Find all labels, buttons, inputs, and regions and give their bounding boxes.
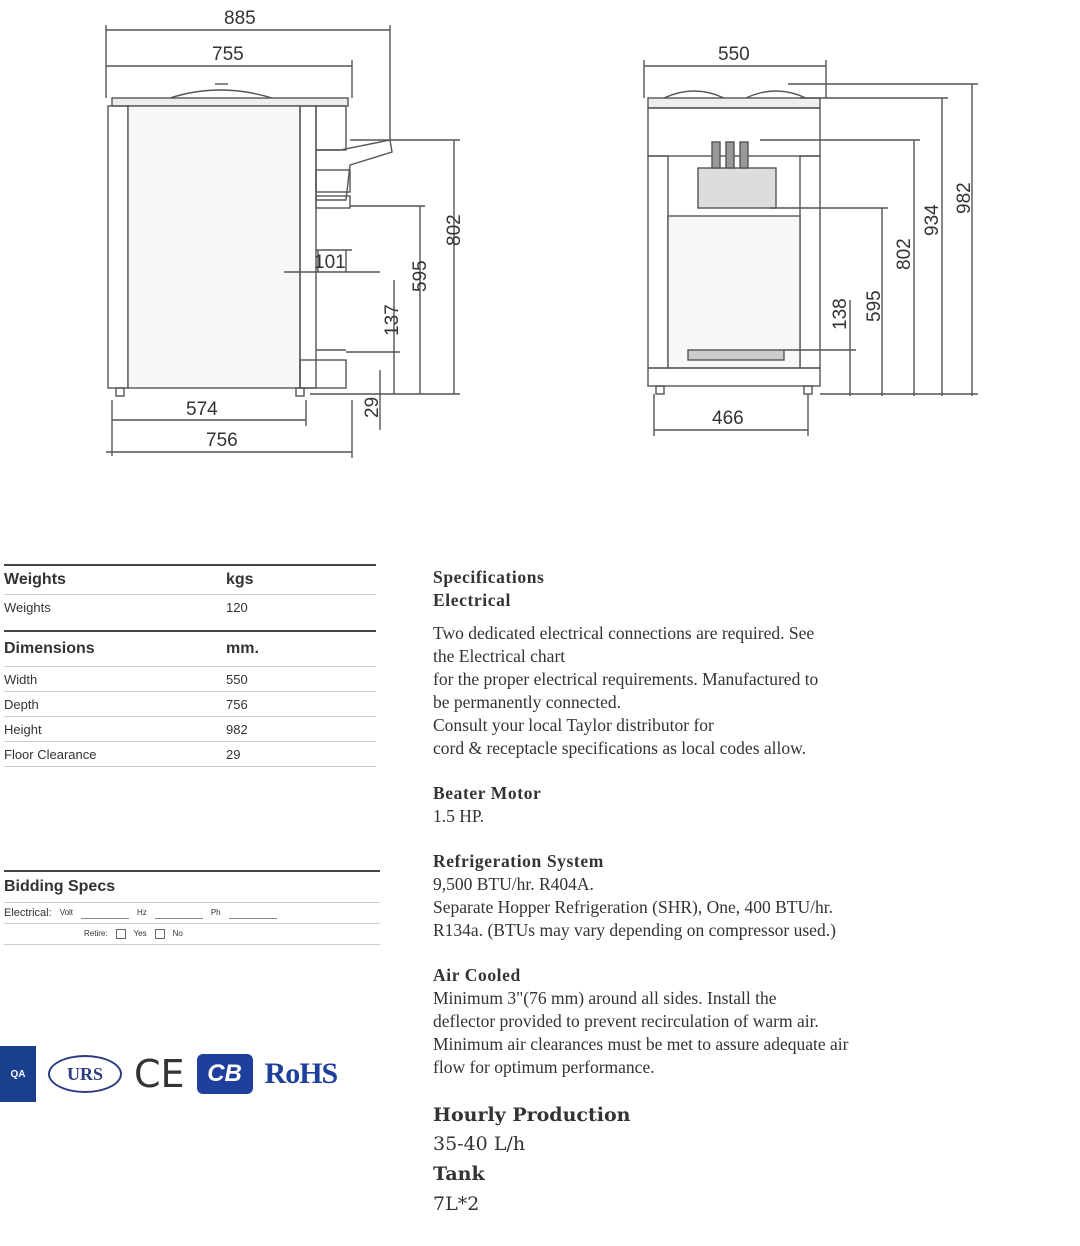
beater-motor-title: Beater Motor	[433, 783, 542, 803]
dim-802-front: 802	[894, 238, 915, 270]
dim-550: 550	[718, 44, 750, 65]
hourly-production-title: Hourly Production	[433, 1104, 631, 1126]
beater-motor-value: 1.5 HP.	[433, 806, 485, 826]
ph-label: Ph	[210, 908, 221, 917]
electrical-line: be permanently connected.	[433, 692, 622, 712]
hourly-production-value: 35-40 L/h	[433, 1133, 526, 1155]
dimensions-header-row	[4, 632, 376, 667]
hz-label: Hz	[137, 908, 147, 917]
certification-logos	[0, 1042, 380, 1106]
ph-field[interactable]	[229, 908, 277, 919]
bidding-specs	[4, 870, 380, 945]
specifications-title: Specifications	[433, 567, 545, 587]
electrical-title: Electrical	[433, 590, 511, 610]
yes-checkbox[interactable]	[116, 929, 126, 939]
air-cooled-line: Minimum air clearances must be met to assure adequate air	[433, 1034, 849, 1054]
air-cooled-line: deflector provided to prevent recirculation of warm air.	[433, 1011, 819, 1031]
refrigeration-line: 9,500 BTU/hr. R404A.	[433, 874, 594, 894]
dim-574: 574	[186, 399, 218, 420]
table-row	[4, 692, 376, 717]
air-cooled-line: flow for optimum performance.	[433, 1057, 655, 1077]
no-label: No	[172, 929, 183, 938]
table-row	[4, 742, 376, 767]
technical-drawings	[0, 0, 1080, 480]
quality-assurance-logo: QA	[0, 1046, 36, 1102]
tank-title: Tank	[433, 1163, 485, 1185]
weights-header-row	[4, 566, 376, 595]
dim-885: 885	[224, 8, 256, 29]
retire-label: Retire:	[84, 929, 108, 938]
front-view-drawing	[644, 60, 978, 436]
rohs-logo: RoHS	[264, 1057, 338, 1090]
dim-934: 934	[922, 204, 943, 236]
dimensions-header: Dimensions	[4, 640, 95, 657]
urs-logo: URS	[48, 1055, 122, 1093]
row-value: 982	[226, 721, 248, 737]
dim-756: 756	[206, 430, 238, 451]
side-view-drawing	[106, 25, 460, 458]
bidding-retire-line	[4, 924, 380, 945]
air-cooled-line: Minimum 3"(76 mm) around all sides. Install the	[433, 988, 777, 1008]
dim-802-side: 802	[444, 214, 465, 246]
table-row	[4, 667, 376, 692]
row-label: Floor Clearance	[4, 746, 97, 762]
electrical-line: cord & receptacle specifications as local codes allow.	[433, 738, 807, 758]
dim-138: 138	[830, 298, 851, 330]
row-value: 120	[226, 599, 248, 615]
electrical-line: the Electrical chart	[433, 646, 566, 666]
row-label: Weights	[4, 599, 51, 615]
refrigeration-title: Refrigeration System	[433, 851, 604, 871]
dimensions-table	[4, 630, 376, 767]
ce-mark-logo: CE	[134, 1052, 185, 1096]
electrical-line: for the proper electrical requirements. Manufactured to	[433, 669, 819, 689]
weights-table	[4, 564, 376, 619]
refrigeration-line: R134a. (BTUs may vary depending on compressor used.)	[433, 920, 836, 940]
row-label: Width	[4, 671, 38, 687]
dim-595-front: 595	[864, 290, 885, 322]
air-cooled-title: Air Cooled	[433, 965, 521, 985]
dim-101: 101	[314, 252, 346, 273]
hz-field[interactable]	[155, 908, 203, 919]
refrigeration-line: Separate Hopper Refrigeration (SHR), One, 400 BTU/hr.	[433, 897, 833, 917]
weights-header: Weights	[4, 571, 66, 588]
tank-value: 7L*2	[433, 1193, 480, 1215]
table-row	[4, 595, 376, 619]
row-value: 29	[226, 746, 241, 762]
table-row	[4, 717, 376, 742]
row-value: 550	[226, 671, 248, 687]
electrical-line: Two dedicated electrical connections are required. See	[433, 623, 815, 643]
volt-label: Volt	[59, 908, 74, 917]
row-label: Depth	[4, 696, 39, 712]
row-label: Height	[4, 721, 42, 737]
weights-unit: kgs	[226, 571, 254, 588]
bidding-electrical-line	[4, 903, 380, 924]
electrical-label: Electrical:	[4, 907, 52, 919]
row-value: 756	[226, 696, 248, 712]
dim-137: 137	[382, 304, 403, 336]
dimensions-unit: mm.	[226, 640, 259, 657]
volt-field[interactable]	[81, 908, 129, 919]
dim-466: 466	[712, 408, 744, 429]
dim-982: 982	[954, 182, 975, 214]
dim-595-side: 595	[410, 260, 431, 292]
specifications-section	[433, 566, 1073, 1219]
bidding-header: Bidding Specs	[4, 870, 380, 903]
dim-755: 755	[212, 44, 244, 65]
no-checkbox[interactable]	[155, 929, 165, 939]
cb-logo: CB	[197, 1054, 253, 1094]
yes-label: Yes	[133, 929, 147, 938]
electrical-line: Consult your local Taylor distributor for	[433, 715, 714, 735]
dim-29: 29	[362, 396, 383, 418]
